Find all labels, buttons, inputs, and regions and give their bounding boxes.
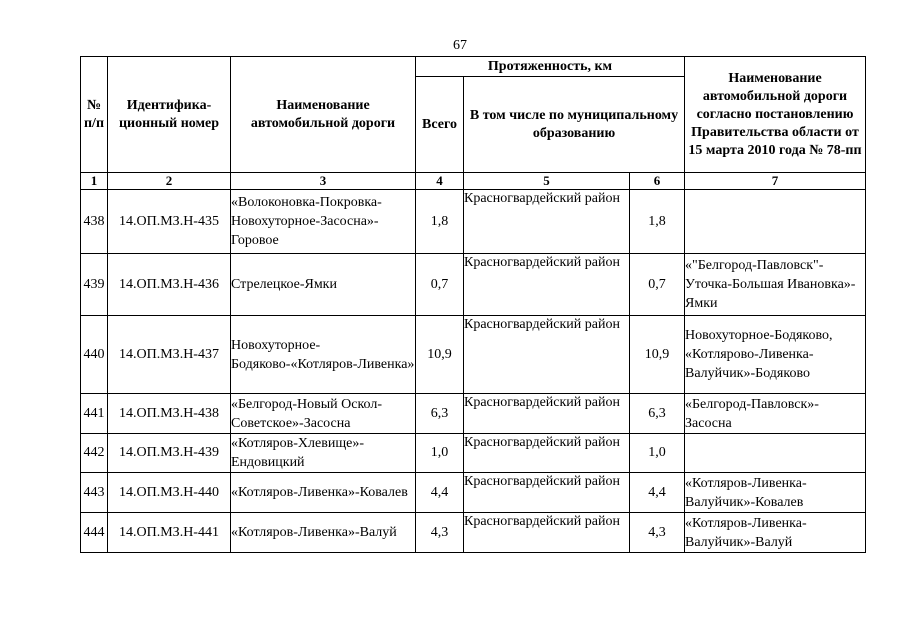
road-total-length: 1,8 [416,190,464,254]
road-name: «Котляров-Ливенка»-Валуй [231,513,416,553]
road-total-length: 10,9 [416,316,464,394]
roads-table [80,56,866,553]
header-id: Идентифика-ционный номер [108,57,231,173]
table-row [81,254,866,316]
header-num: № п/п [81,57,108,173]
municipality-length: 0,7 [630,254,685,316]
municipality: Красногвардейский район [464,316,630,394]
column-number: 4 [416,173,464,190]
header-including: В том числе по муниципальному образованию [464,77,685,173]
decree-name: «Котляров-Ливенка-Валуйчик»-Валуй [685,513,866,553]
municipality-length: 1,0 [630,434,685,473]
road-name: «Котляров-Ливенка»-Ковалев [231,473,416,513]
column-number: 7 [685,173,866,190]
road-name: «Котляров-Хлевище»-Ендовицкий [231,434,416,473]
municipality: Красногвардейский район [464,434,630,473]
road-name: Стрелецкое-Ямки [231,254,416,316]
row-number: 438 [81,190,108,254]
decree-name: «"Белгород-Павловск"-Уточка-Большая Ивановка»-Ямки [685,254,866,316]
road-id: 14.ОП.МЗ.Н-441 [108,513,231,553]
decree-name: Новохуторное-Бодяково, «Котлярово-Ливенка-Валуйчик»-Бодяково [685,316,866,394]
column-number: 6 [630,173,685,190]
road-name: «Волоконовка-Покровка-Новохуторное-Засосна»-Горовое [231,190,416,254]
municipality: Красногвардейский район [464,394,630,434]
municipality-length: 4,4 [630,473,685,513]
column-number-row [81,173,866,190]
road-total-length: 1,0 [416,434,464,473]
road-id: 14.ОП.МЗ.Н-437 [108,316,231,394]
decree-name: «Котляров-Ливенка-Валуйчик»-Ковалев [685,473,866,513]
road-total-length: 6,3 [416,394,464,434]
decree-name: «Белгород-Павловск»-Засосна [685,394,866,434]
road-id: 14.ОП.МЗ.Н-436 [108,254,231,316]
road-name: «Белгород-Новый Оскол-Советское»-Засосна [231,394,416,434]
column-number: 5 [464,173,630,190]
row-number: 439 [81,254,108,316]
municipality-length: 1,8 [630,190,685,254]
road-id: 14.ОП.МЗ.Н-440 [108,473,231,513]
row-number: 443 [81,473,108,513]
road-total-length: 4,4 [416,473,464,513]
page-number: 67 [453,38,467,53]
table-row [81,434,866,473]
row-number: 444 [81,513,108,553]
row-number: 440 [81,316,108,394]
table-row [81,316,866,394]
road-id: 14.ОП.МЗ.Н-438 [108,394,231,434]
column-number: 3 [231,173,416,190]
row-number: 442 [81,434,108,473]
municipality: Красногвардейский район [464,513,630,553]
table-row [81,513,866,553]
municipality-length: 4,3 [630,513,685,553]
road-total-length: 0,7 [416,254,464,316]
municipality: Красногвардейский район [464,190,630,254]
column-number: 1 [81,173,108,190]
table-row [81,394,866,434]
municipality-length: 10,9 [630,316,685,394]
decree-name [685,434,866,473]
column-number: 2 [108,173,231,190]
header-decree: Наименование автомобильной дороги согласно постановлению Правительства области от 15 марта 2010 года № 78-пп [685,57,866,173]
header-length: Протяженность, км [416,57,685,77]
header-total: Всего [416,77,464,173]
road-id: 14.ОП.МЗ.Н-435 [108,190,231,254]
municipality: Красногвардейский район [464,473,630,513]
decree-name [685,190,866,254]
municipality-length: 6,3 [630,394,685,434]
table-row [81,473,866,513]
municipality: Красногвардейский район [464,254,630,316]
road-name: Новохуторное-Бодяково-«Котляров-Ливенка» [231,316,416,394]
table-row [81,190,866,254]
header-name: Наименование автомобильной дороги [231,57,416,173]
road-total-length: 4,3 [416,513,464,553]
road-id: 14.ОП.МЗ.Н-439 [108,434,231,473]
row-number: 441 [81,394,108,434]
